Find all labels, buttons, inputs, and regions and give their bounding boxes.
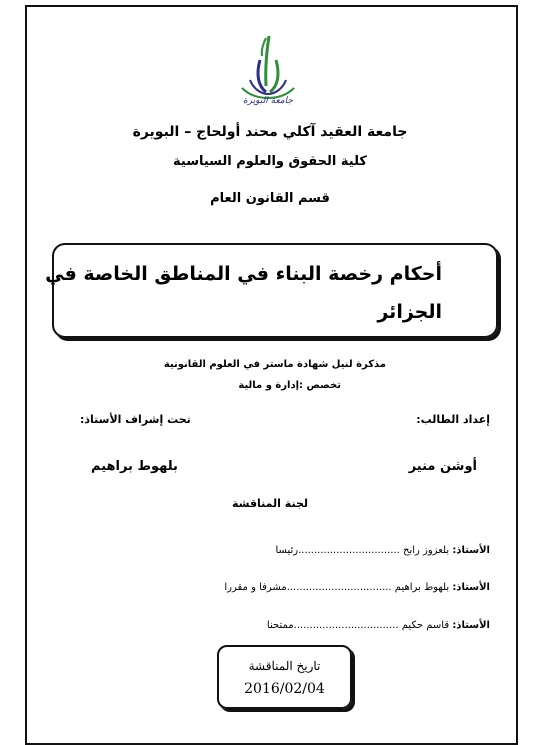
university-name: جامعة العقيد آكلي محند أولحاج – البويرة <box>132 124 408 140</box>
dot-leader: ................................. <box>293 620 399 631</box>
logo-caption: جامعة البويرة <box>243 96 293 106</box>
department-name: قسم القانون العام <box>210 191 330 206</box>
defense-date: 2016/02/04 <box>244 681 325 697</box>
supervisor-label: تحت إشراف الأستاذ: <box>80 413 191 426</box>
committee-member-row <box>267 620 490 631</box>
supervisor-name: بلهوط براهيم <box>91 459 178 474</box>
thesis-title-box <box>45 243 498 338</box>
committee-member-row <box>224 582 490 593</box>
faculty-name: كلية الحقوق والعلوم السياسية <box>173 154 367 169</box>
page-border <box>25 5 518 745</box>
member-role: رئيسا <box>275 545 299 556</box>
student-name: أوشن منير <box>408 459 477 474</box>
dot-leader: ................................. <box>286 582 392 593</box>
member-name: قاسم حكيم <box>401 620 450 631</box>
student-label: إعداد الطالب: <box>416 413 490 426</box>
defense-date-box <box>217 645 352 709</box>
member-role: مشرفا و مقررا <box>224 582 287 593</box>
thesis-title-line-1: أحكام رخصة البناء في المناطق الخاصة في <box>45 263 442 285</box>
member-role: ممتحنا <box>266 620 294 631</box>
committee-heading: لجنة المناقشة <box>231 497 308 510</box>
defense-date-label: تاريخ المناقشة <box>248 659 321 673</box>
member-label: الأستاذ: <box>452 620 490 631</box>
member-label: الأستاذ: <box>452 545 490 556</box>
thesis-title-line-2: الجزائر <box>377 301 442 323</box>
member-name: بلهوط براهيم <box>394 582 450 593</box>
degree-statement: مذكرة لنيل شهادة ماستر في العلوم القانونية <box>163 359 386 370</box>
committee-member-row <box>275 545 490 556</box>
member-name: بلعزوز رابح <box>403 545 450 556</box>
member-label: الأستاذ: <box>452 582 490 593</box>
dot-leader: ................................ <box>298 545 400 556</box>
specialty-line: تخصص :إدارة و مالية <box>238 380 341 391</box>
